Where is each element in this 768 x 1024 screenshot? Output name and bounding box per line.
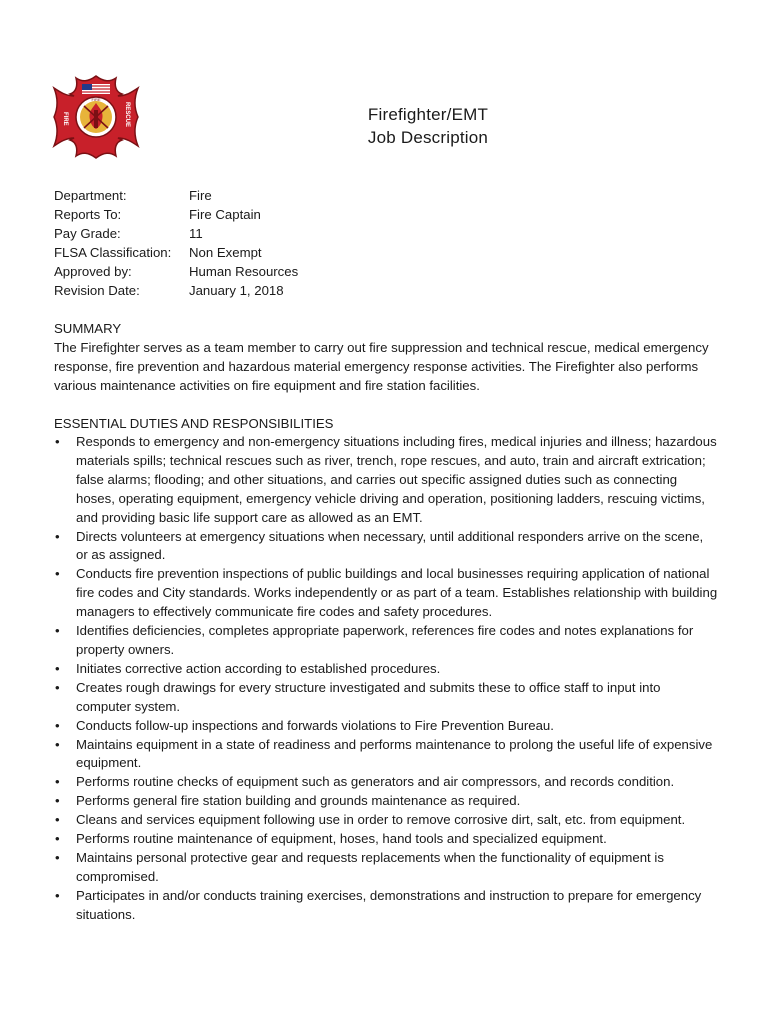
meta-row-flsa-classification [54,243,298,262]
meta-value: Fire Captain [189,207,261,223]
duty-text: Maintains personal protective gear and requests replacements when the functionality of equipment is compromised. [76,849,664,884]
list-item [54,528,718,566]
duty-text: Creates rough drawings for every structure investigated and submits these to office staff to input into computer system. [76,679,661,714]
duties-list [54,433,718,925]
list-item [54,792,718,811]
meta-value: 11 [189,226,203,242]
logo-text-left: FIRE [62,112,68,126]
summary-text: The Firefighter serves as a team member to carry out fire suppression and technical rescue, medical emergency response, fire prevention and hazardous material emergency response activities. The Firefighter also performs various maintenance activities on fire equipment and fire station facilities. [54,340,709,393]
summary-heading: SUMMARY [54,321,122,336]
duty-text: Identifies deficiencies, completes appropriate paperwork, references fire codes and notes explanations for property owners. [76,623,694,657]
meta-label: FLSA Classification: [54,245,172,261]
meta-label: Reports To: [54,207,122,223]
fire-department-logo [52,74,140,160]
duty-text: Maintains equipment in a state of readiness and performs maintenance to prolong the useful life of expensive equipment. [76,736,713,771]
bullet-icon: • [55,812,60,828]
list-item [54,887,718,925]
bullet-icon: • [55,434,60,449]
title-line-1: Firefighter/EMT [367,105,489,124]
meta-row-department [54,186,298,205]
list-item [54,717,718,736]
bullet-icon: • [55,717,60,733]
list-item [54,660,718,679]
duty-text: Cleans and services equipment following use in order to remove corrosive dirt, salt, etc. from equipment. [76,812,686,828]
duty-text: Initiates corrective action according to established procedures. [76,660,441,676]
duty-text: Participates in and/or conducts training exercises, demonstrations and instruction to prepare for emergency situations. [76,887,702,922]
bullet-icon: • [55,566,60,582]
meta-row-reports-to [54,205,298,224]
meta-value: Human Resources [189,264,299,280]
list-item [54,622,718,660]
duty-text: Performs routine maintenance of equipment, hoses, hand tools and specialized equipment. [76,831,607,847]
document-title [255,103,601,149]
list-item [54,679,718,717]
list-item [54,433,718,528]
meta-value: January 1, 2018 [189,283,284,299]
meta-label: Department: [54,188,127,203]
meta-value: Fire [189,188,212,203]
duty-text: Performs general fire station building and grounds maintenance as required. [76,793,521,809]
duties-heading: ESSENTIAL DUTIES AND RESPONSIBILITIES [54,416,334,431]
duty-text: Directs volunteers at emergency situations when necessary, until additional responders arrive on the scene, or as assigned. [76,528,704,563]
bullet-icon: • [55,736,60,752]
duty-text: Responds to emergency and non-emergency situations including fires, medical injuries and illness; hazardous materials spills; technical rescues such as river, trench, rope rescues, and auto, train and aircraft extrication; false alarms; flooding; and other situations, and carries out specific assigned duties such as connecting hoses, operating equipment, emergency vehicle driving and operation, positioning ladders, rescuing victims, and providing basic life support care as allowed as an EMT. [76,434,717,525]
bullet-icon: • [55,793,60,809]
bullet-icon: • [55,887,60,903]
meta-label: Approved by: [54,264,132,280]
logo-text-top: FIRE [91,97,101,102]
meta-row-pay-grade [54,224,298,243]
list-item [54,830,718,849]
summary-section [54,319,719,395]
meta-label: Pay Grade: [54,226,121,242]
list-item [54,849,718,887]
job-meta-table [54,186,298,301]
logo-text-right: RESCUE [124,102,130,128]
meta-row-approved-by [54,262,298,281]
bullet-icon: • [55,623,60,639]
list-item [54,565,718,622]
duty-text: Performs routine checks of equipment such as generators and air compressors, and records condition. [76,774,675,790]
bullet-icon: • [55,528,60,544]
bullet-icon: • [55,831,60,847]
meta-label: Revision Date: [54,283,140,299]
bullet-icon: • [55,774,60,790]
bullet-icon: • [55,849,60,865]
meta-value: Non Exempt [189,245,262,261]
bullet-icon: • [55,679,60,695]
duty-text: Conducts follow-up inspections and forwards violations to Fire Prevention Bureau. [76,717,554,733]
list-item [54,811,718,830]
list-item [54,773,718,792]
list-item [54,736,718,774]
bullet-icon: • [55,660,60,676]
duty-text: Conducts fire prevention inspections of public buildings and local businesses requiring application of national fire codes and City standards. Works independently or as part of a team. Establishes relationship with building managers to effectively communicate fire codes and safety procedures. [76,566,718,620]
title-line-2: Job Description [367,128,489,147]
meta-row-revision-date [54,281,298,300]
